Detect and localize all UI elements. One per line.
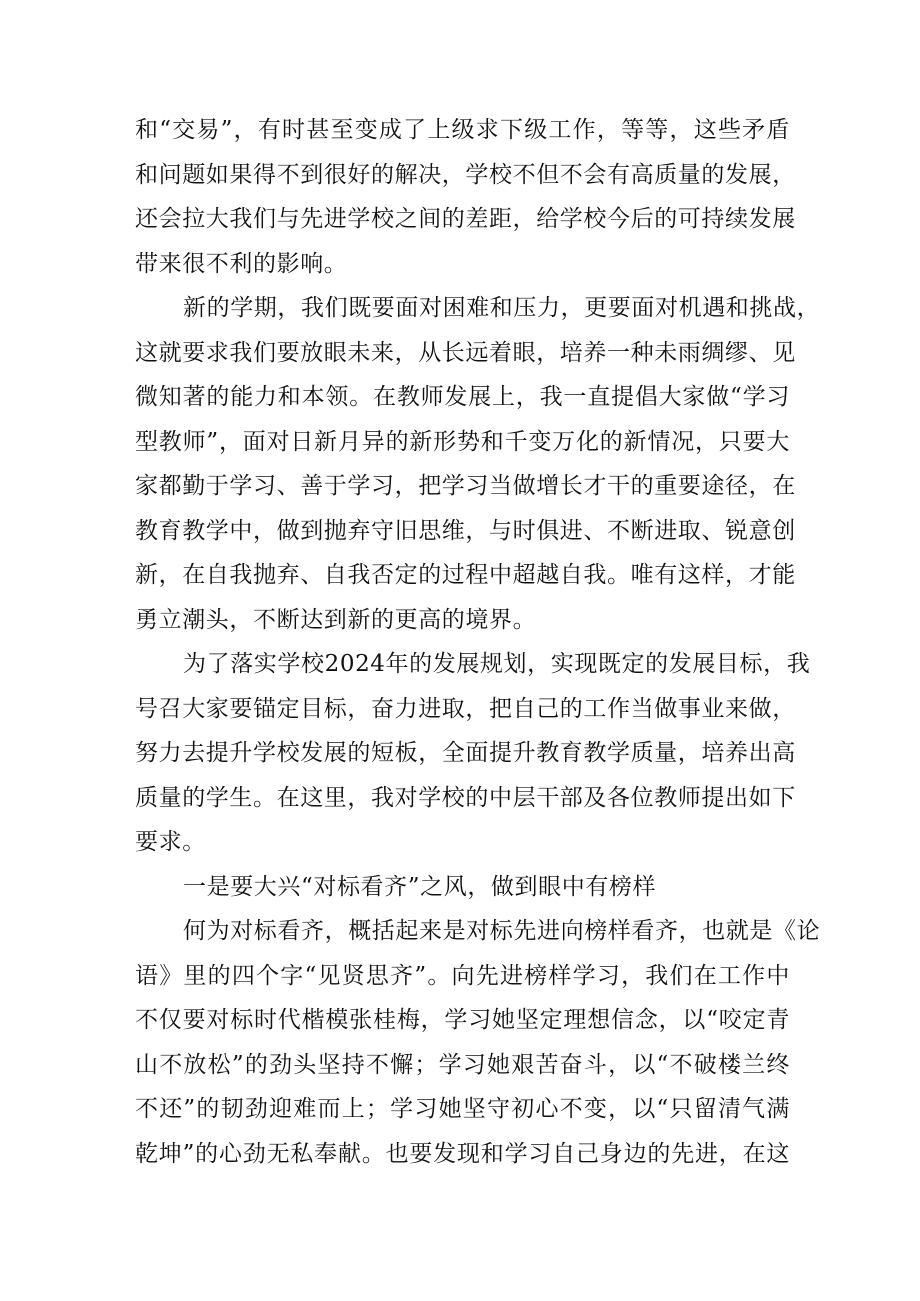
text-line: 新，在自我抛弃、自我否定的过程中超越自我。唯有这样，才能: [135, 562, 796, 588]
text-line: 乾坤”的心劲无私奉献。也要发现和学习自己身边的先进，在这: [135, 1140, 790, 1167]
text-line: 这就要求我们要放眼未来，从长远着眼，培养一种未雨绸缪、见: [135, 339, 796, 366]
text-line: 型教师”，面对日新月异的新形势和千变万化的新情况，只要大: [135, 428, 790, 455]
text-line: 为了落实学校2024年的发展规划，实现既定的发展目标，我: [183, 651, 811, 677]
text-line: 不还”的韧劲迎难而上；学习她坚守初心不变，以“只留清气满: [135, 1096, 790, 1122]
text-line: 号召大家要锚定目标，奋力进取，把自己的工作当做事业来做，: [135, 695, 796, 722]
text-line: 新的学期，我们既要面对困难和压力，更要面对机遇和挑战，: [183, 295, 821, 321]
text-line: 语》里的四个字“见贤思齐”。向先进榜样学习，我们在工作中: [135, 962, 790, 989]
section-heading: 一是要大兴“对标看齐”之风，做到眼中有榜样: [183, 873, 657, 900]
text-line: 山不放松”的劲头坚持不懈；学习她艰苦奋斗，以“不破楼兰终: [135, 1051, 790, 1078]
text-line: 和问题如果得不到很好的解决，学校不但不会有高质量的发展，: [135, 161, 796, 188]
document-body: [135, 108, 821, 1176]
text-line: 家都勤于学习、善于学习，把学习当做增长才干的重要途径，在: [135, 473, 796, 499]
text-line: 何为对标看齐，概括起来是对标先进向榜样看齐，也就是《论: [183, 918, 821, 944]
text-line: 勇立潮头，不断达到新的更高的境界。: [135, 606, 537, 633]
text-line: 还会拉大我们与先进学校之间的差距，给学校今后的可持续发展: [135, 206, 796, 232]
text-line: 带来很不利的影响。: [135, 250, 348, 277]
text-line: 要求。: [135, 829, 206, 855]
text-line: 不仅要对标时代楷模张桂梅，学习她坚定理想信念，以“咬定青: [135, 1007, 790, 1033]
text-line: 微知著的能力和本领。在教师发展上，我一直提倡大家做“学习: [135, 384, 790, 410]
text-line: 努力去提升学校发展的短板，全面提升教育教学质量，培养出高: [135, 740, 796, 766]
text-line: 质量的学生。在这里，我对学校的中层干部及各位教师提出如下: [135, 784, 796, 811]
text-line: 教育教学中，做到抛弃守旧思维，与时俱进、不断进取、锐意创: [135, 517, 796, 544]
text-line: 和“交易”，有时甚至变成了上级求下级工作，等等，这些矛盾: [135, 117, 790, 143]
